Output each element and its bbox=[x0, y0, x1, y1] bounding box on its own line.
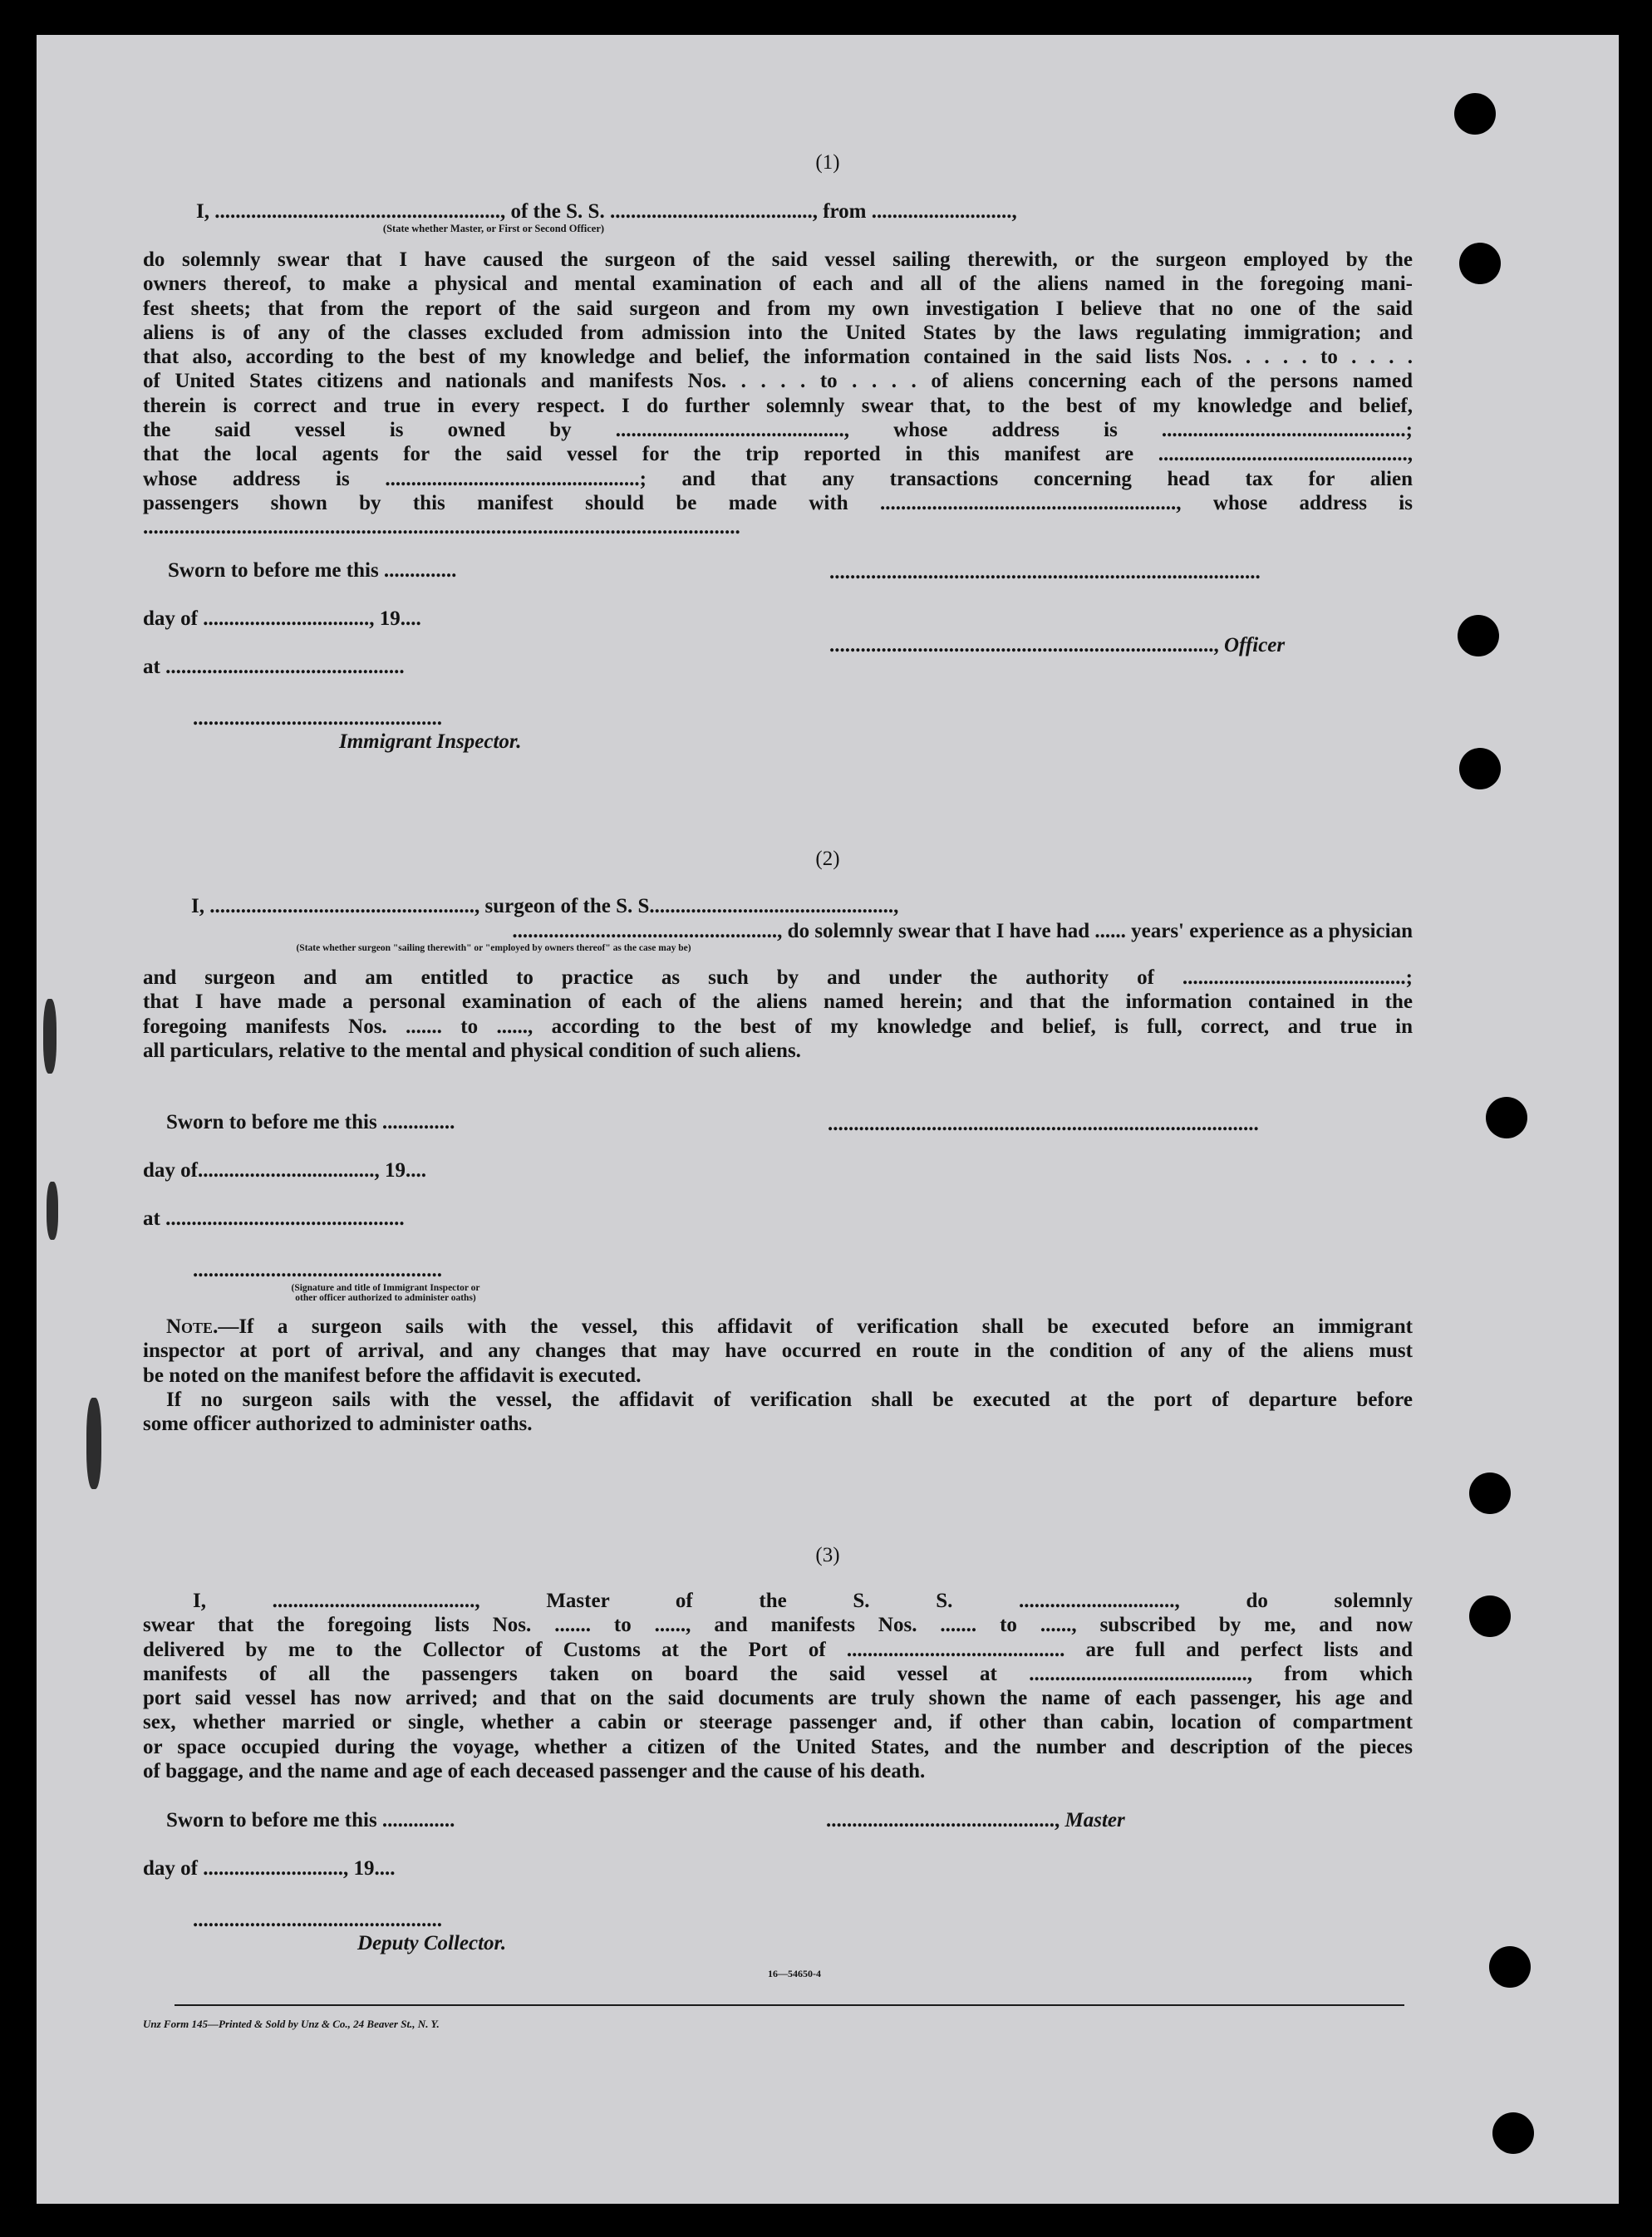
body-line: that also, according to the best of my knowledge and belief, the information contained in the said lists Nos. . . . . to . . . . bbox=[143, 346, 1413, 369]
body-line: of baggage, and the name and age of each deceased passenger and the cause of his death. bbox=[143, 1760, 926, 1783]
section-2-note bbox=[143, 1315, 1413, 1436]
body-line: sex, whether married or single, whether a cabin or steerage passenger and, if other than cabin, location of compartment bbox=[143, 1711, 1413, 1734]
note-line: some officer authorized to administer oaths. bbox=[143, 1413, 533, 1436]
body-line: owners thereof, to make a physical and mental examination of each and all of the aliens named in the foregoing mani- bbox=[143, 273, 1413, 296]
form-code: 16—54650-4 bbox=[768, 1968, 821, 1979]
body-line: do solemnly swear that I have caused the surgeon of the said vessel sailing therewith, or the surgeon employed by the bbox=[143, 248, 1413, 271]
section-1-sworn: Sworn to before me this .............. bbox=[168, 559, 457, 582]
body-line: all particulars, relative to the mental and physical condition of such aliens. bbox=[143, 1039, 801, 1062]
body-line: passengers shown by this manifest should be made with ........................................................., whose address is bbox=[143, 491, 1413, 514]
note-text: —If a surgeon sails with the vessel, this affidavit of verification shall be executed before an immigrant bbox=[218, 1315, 1413, 1338]
body-line: foregoing manifests Nos. ....... to ......, according to the best of my knowledge and belief, is full, correct, and true in bbox=[143, 1015, 1413, 1038]
section-1-number: (1) bbox=[815, 151, 840, 174]
body-line: that I have made a personal examination of each of the aliens named herein; and that the information contained in the bbox=[143, 991, 1413, 1014]
section-1-officer bbox=[829, 633, 1285, 657]
section-3-day: day of ..........................., 19.... bbox=[143, 1857, 396, 1880]
dotted-blank: ....................................... bbox=[609, 200, 813, 223]
footer-rule bbox=[175, 2004, 1404, 2006]
section-3-sig-title: Deputy Collector. bbox=[357, 1932, 507, 1954]
section-1-sig-title: Immigrant Inspector. bbox=[339, 730, 522, 753]
punch-hole bbox=[1486, 1097, 1527, 1138]
section-2-day: day of.................................., 19.... bbox=[143, 1159, 426, 1182]
note-line: be noted on the manifest before the affidavit is executed. bbox=[143, 1364, 642, 1387]
caption-line: other officer authorized to administer oaths) bbox=[295, 1293, 476, 1303]
body-line: I, ......................................., Master of the S. S. .............................., do solemnly bbox=[193, 1590, 1413, 1612]
section-1-body bbox=[143, 248, 1413, 540]
master-label: Master bbox=[1064, 1809, 1125, 1831]
section-1-sig-line: ................................................ bbox=[193, 707, 442, 730]
punch-hole bbox=[1489, 1946, 1531, 1988]
printer-imprint: Unz Form 145—Printed & Sold by Unz & Co., 24 Beaver St., N. Y. bbox=[143, 2018, 440, 2030]
punch-hole bbox=[1469, 1595, 1511, 1637]
section-1-at: at .............................................. bbox=[143, 656, 405, 678]
text: , from bbox=[812, 200, 867, 223]
body-line: swear that the foregoing lists Nos. ....... to ......, and manifests Nos. ....... to ......, subscribed by me, and now bbox=[143, 1614, 1413, 1637]
punch-hole bbox=[1492, 2112, 1534, 2154]
body-line: manifests of all the passengers taken on board the said vessel at .........................................., from which bbox=[143, 1662, 1413, 1685]
punch-hole bbox=[1454, 93, 1496, 135]
section-1-officer-line: ................................................................................... bbox=[829, 561, 1261, 583]
caption-line: (Signature and title of Immigrant Inspector or bbox=[291, 1283, 480, 1293]
punch-hole bbox=[1469, 1472, 1511, 1514]
body-line: therein is correct and true in every respect. I do further solemnly swear that, to the best of my knowledge and belief, bbox=[143, 394, 1413, 417]
dotted-blank: .........................................................................., bbox=[829, 634, 1219, 656]
note-label: Note. bbox=[166, 1315, 219, 1338]
body-line: of United States citizens and nationals and manifests Nos. . . . . to . . . . of aliens concerning each of the persons named bbox=[143, 370, 1413, 393]
body-line: the said vessel is owned by ............................................, whose address is ...............................................; bbox=[143, 419, 1413, 442]
section-2-caption: (State whether surgeon "sailing therewith" or "employed by owners thereof" as the case may be) bbox=[296, 943, 691, 953]
punch-hole bbox=[1459, 243, 1501, 284]
scan-stain bbox=[86, 1398, 101, 1489]
section-2-line2: ..................................................., do solemnly swear that I have had ...... years' experience as a physician bbox=[512, 920, 1413, 942]
note-line bbox=[143, 1315, 1413, 1339]
section-2-right-line: ................................................................................... bbox=[828, 1113, 1259, 1135]
section-3-sig-line: ................................................ bbox=[193, 1909, 442, 1931]
body-line: delivered by me to the Collector of Customs at the Port of .......................................... are full and perfect lists and bbox=[143, 1638, 1413, 1661]
text: , of the S. S. bbox=[499, 200, 605, 223]
section-3-body bbox=[143, 1589, 1413, 1783]
punch-hole bbox=[1458, 615, 1499, 656]
punch-hole bbox=[1459, 748, 1501, 789]
section-1-opening-line bbox=[196, 199, 1413, 224]
section-2-body bbox=[143, 966, 1413, 1063]
body-line: and surgeon and am entitled to practice as such by and under the authority of ...........................................; bbox=[143, 966, 1413, 989]
text: , bbox=[1011, 200, 1017, 223]
body-line: or space occupied during the voyage, whether a citizen of the United States, and the number and description of the pieces bbox=[143, 1735, 1413, 1758]
body-line: that the local agents for the said vessel for the trip reported in this manifest are ................................................, bbox=[143, 443, 1413, 466]
scan-stain bbox=[47, 1182, 58, 1240]
section-2-sig-caption bbox=[194, 1283, 577, 1303]
text: I, bbox=[196, 200, 209, 223]
section-3-number: (3) bbox=[815, 1544, 840, 1566]
document-page bbox=[37, 35, 1619, 2204]
note-line: If no surgeon sails with the vessel, the affidavit of verification shall be executed at the port of departure before bbox=[166, 1388, 1413, 1411]
section-2-sworn: Sworn to before me this .............. bbox=[166, 1111, 455, 1133]
section-3-sworn: Sworn to before me this .............. bbox=[166, 1809, 455, 1831]
officer-label: Officer bbox=[1224, 634, 1286, 656]
scan-stain bbox=[43, 999, 57, 1074]
section-2-sig-line: ................................................ bbox=[193, 1259, 442, 1281]
section-1-day: day of ................................, 19.... bbox=[143, 607, 421, 630]
body-line: whose address is .................................................; and that any transactions concerning head tax for alien bbox=[143, 467, 1413, 490]
dotted-blank: ........................... bbox=[871, 200, 1012, 223]
note-line: inspector at port of arrival, and any changes that may have occurred en route in the condition of any of the aliens must bbox=[143, 1340, 1413, 1363]
section-2-at: at .............................................. bbox=[143, 1207, 405, 1230]
body-line: fest sheets; that from the report of the said surgeon and from my own investigation I believe that no one of the said bbox=[143, 297, 1413, 320]
section-1-caption: (State whether Master, or First or Second Officer) bbox=[382, 223, 605, 234]
dotted-blank: ............................................, bbox=[826, 1809, 1060, 1831]
dotted-blank: ................................................................................................................... bbox=[143, 516, 740, 539]
section-2-number: (2) bbox=[815, 848, 840, 870]
section-2-line1: I, ..................................................., surgeon of the S. S..............................................., bbox=[191, 895, 899, 917]
dotted-blank: ....................................................... bbox=[214, 200, 500, 223]
body-line: port said vessel has now arrived; and that on the said documents are truly shown the name of each passenger, his age and bbox=[143, 1687, 1413, 1710]
body-line: aliens is of any of the classes excluded from admission into the United States by the laws regulating immigration; and bbox=[143, 321, 1413, 344]
section-3-master bbox=[826, 1808, 1125, 1832]
